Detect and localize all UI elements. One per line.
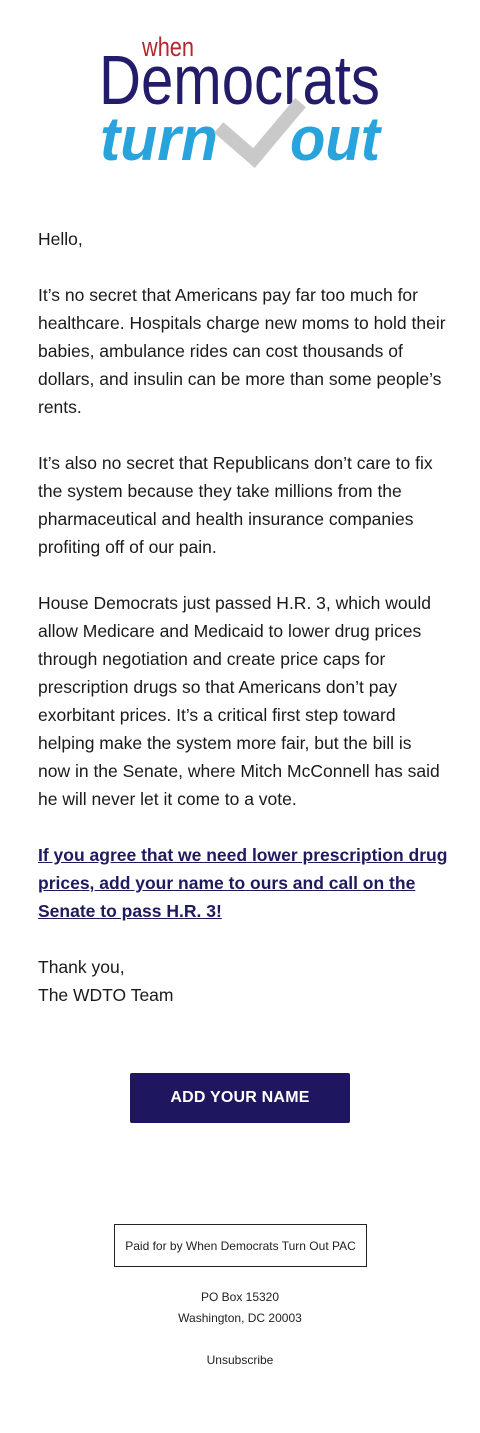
logo-word-democrats: Democrats — [99, 41, 380, 119]
signoff — [38, 953, 174, 1009]
address-line-1: PO Box 15320 — [200, 1290, 280, 1304]
cta-link[interactable]: If you agree that we need lower prescription drug prices, add your name to ours and call on the Senate to pass H.R. 3! — [38, 845, 448, 921]
paragraph-republicans: It’s also no secret that Republicans don’t care to fix the system because they take millions from the pharmaceutical and health insurance companies profiting off of our pain. — [38, 453, 433, 557]
logo-word-when: when — [141, 32, 194, 62]
paid-for-disclaimer: Paid for by When Democrats Turn Out PAC — [114, 1224, 367, 1267]
logo — [98, 28, 384, 168]
email-body — [38, 225, 448, 953]
unsubscribe-link[interactable]: Unsubscribe — [206, 1353, 274, 1367]
address-line-2: Washington, DC 20003 — [178, 1311, 302, 1325]
logo-word-turn: turn — [100, 105, 218, 168]
signoff-team: The WDTO Team — [38, 985, 174, 1005]
greeting: Hello, — [38, 229, 83, 249]
signoff-thanks: Thank you, — [38, 957, 125, 977]
paragraph-healthcare-costs: It’s no secret that Americans pay far too much for healthcare. Hospitals charge new moms to hold their babies, ambulance rides can cost thousands of dollars, and insulin can be more than some people’s rents. — [38, 285, 446, 417]
logo-word-out: out — [290, 105, 383, 168]
cta-paragraph — [38, 841, 448, 925]
add-your-name-button[interactable]: ADD YOUR NAME — [130, 1073, 350, 1123]
paragraph-hr3: House Democrats just passed H.R. 3, which would allow Medicare and Medicaid to lower drug prices through negotiation and create price caps for prescription drugs so that Americans don’t pay exorbitant prices. It’s a critical first step toward helping make the system more fair, but the bill is now in the Senate, where Mitch McConnell has said he will never let it come to a vote. — [38, 593, 440, 809]
